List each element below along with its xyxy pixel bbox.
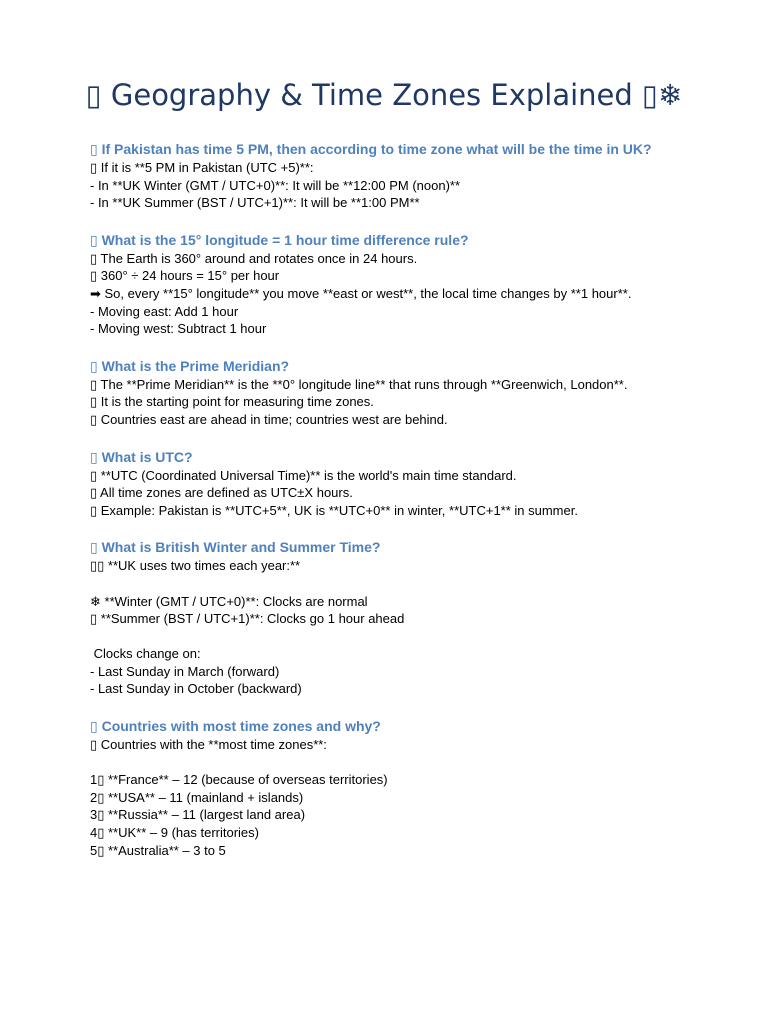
section-utc [90, 448, 690, 520]
text-line: ▯ Example: Pakistan is **UTC+5**, UK is **UTC+0** in winter, **UTC+1** in summer. [90, 502, 578, 518]
text-line: ▯ **Summer (BST / UTC+1)**: Clocks go 1 hour ahead [90, 611, 405, 627]
text-line: - In **UK Summer (BST / UTC+1)**: It will be **1:00 PM** [90, 195, 420, 211]
text-line: ▯ **UTC (Coordinated Universal Time)** is the world's main time standard. [90, 467, 517, 483]
text-line: ▯▯ **UK uses two times each year:** [90, 558, 301, 574]
text-line: ▯ Countries east are ahead in time; countries west are behind. [90, 411, 448, 427]
list-item: 2▯ **USA** – 11 (mainland + islands) [90, 789, 304, 805]
text-line: - In **UK Winter (GMT / UTC+0)**: It will be **12:00 PM (noon)** [90, 177, 461, 193]
list-item: 1▯ **France** – 12 (because of overseas territories) [90, 772, 388, 788]
text-line: - Last Sunday in March (forward) [90, 663, 280, 679]
blank-line [90, 628, 690, 646]
section-heading: ▯ What is the Prime Meridian? [90, 357, 290, 374]
text-line: - Moving east: Add 1 hour [90, 303, 239, 319]
text-line: ▯ If it is **5 PM in Pakistan (UTC +5)**: [90, 160, 314, 175]
blank-line [90, 754, 690, 772]
section-heading: ▯ What is UTC? [90, 448, 193, 465]
text-line: ➡ So, every **15° longitude** you move **east or west**, the local time changes by **1 hour**. [90, 285, 632, 301]
text-line: ▯ The **Prime Meridian** is the **0° longitude line** that runs through **Greenwich, London**. [90, 376, 628, 392]
section-heading: ▯ Countries with most time zones and why? [90, 718, 381, 735]
list-item: 5▯ **Australia** – 3 to 5 [90, 842, 226, 858]
section-british-time [90, 538, 690, 698]
list-item: 4▯ **UK** – 9 (has territories) [90, 825, 259, 841]
section-pakistan-uk-time [90, 140, 690, 212]
list-item: 3▯ **Russia** – 11 (largest land area) [90, 807, 306, 823]
text-line: ▯ It is the starting point for measuring time zones. [90, 394, 374, 410]
document-title: ▯ Geography & Time Zones Explained ▯❄ [85, 78, 683, 112]
text-line: ▯ All time zones are defined as UTC±X hours. [90, 485, 353, 501]
section-heading: ▯ If Pakistan has time 5 PM, then according to time zone what will be the time in UK? [90, 141, 652, 157]
section-heading: ▯ What is British Winter and Summer Time? [90, 539, 381, 556]
text-line: - Last Sunday in October (backward) [90, 681, 302, 697]
section-heading: ▯ What is the 15° longitude = 1 hour time difference rule? [90, 231, 469, 248]
section-most-time-zones [90, 717, 690, 859]
text-line: ▯ The Earth is 360° around and rotates once in 24 hours. [90, 250, 418, 266]
blank-line [90, 575, 690, 593]
document-body [90, 140, 690, 878]
text-line: Clocks change on: [90, 646, 201, 662]
text-line: ▯ 360° ÷ 24 hours = 15° per hour [90, 268, 280, 284]
section-prime-meridian [90, 357, 690, 429]
section-longitude-rule [90, 231, 690, 338]
text-line: - Moving west: Subtract 1 hour [90, 321, 267, 337]
text-line: ❄ **Winter (GMT / UTC+0)**: Clocks are normal [90, 593, 368, 609]
text-line: ▯ Countries with the **most time zones**: [90, 737, 327, 753]
